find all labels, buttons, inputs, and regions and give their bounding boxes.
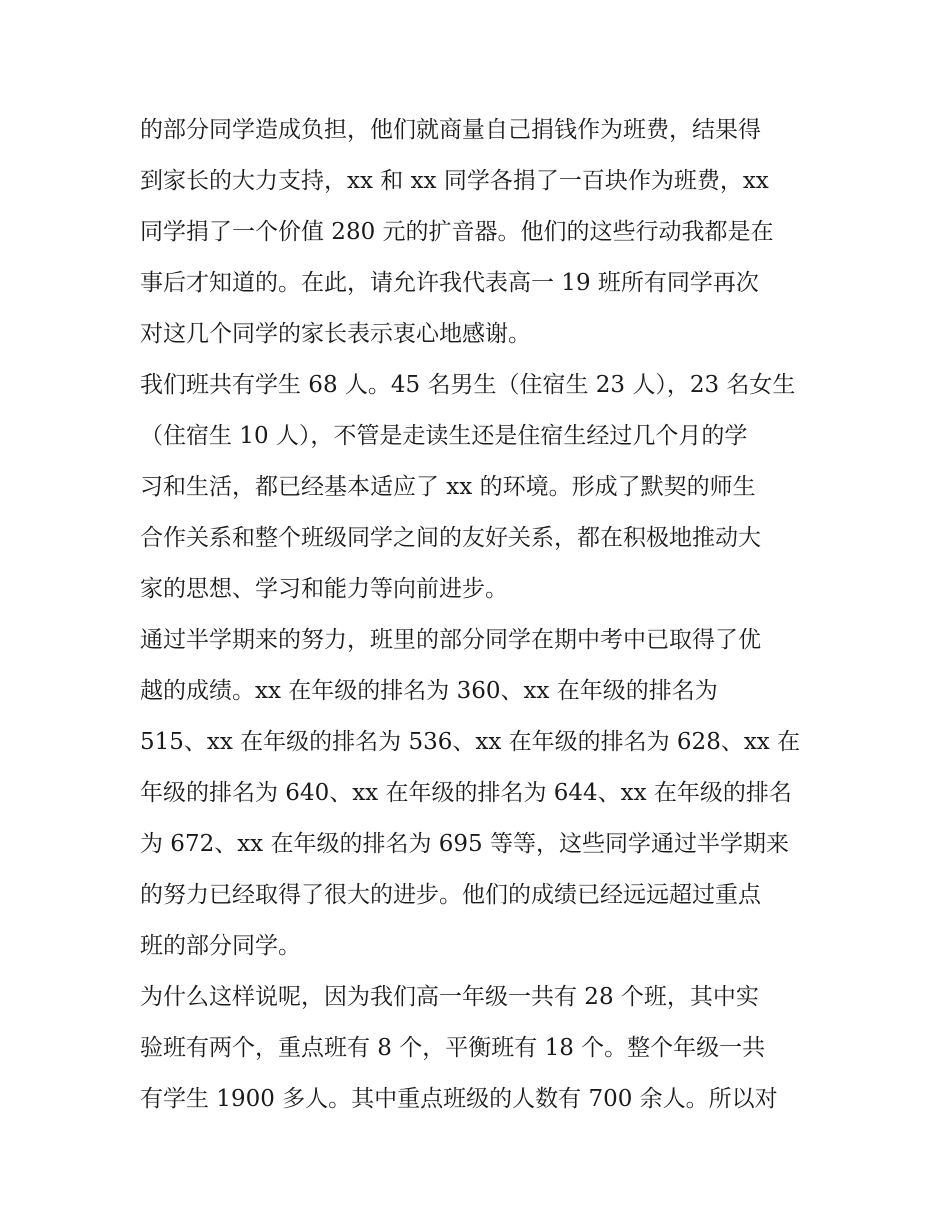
text-line: 同学捐了一个价值 280 元的扩音器。他们的这些行动我都是在 (140, 219, 774, 245)
text-line: 为什么这样说呢，因为我们高一年级一共有 28 个班，其中实 (140, 984, 759, 1010)
text-line: 有学生 1900 多人。其中重点班级的人数有 700 余人。所以对 (140, 1086, 778, 1112)
text-line: 的努力已经取得了很大的进步。他们的成绩已经远远超过重点 (140, 882, 761, 908)
text-line: 班的部分同学。 (140, 933, 301, 959)
text-line: 习和生活，都已经基本适应了 xx 的环境。形成了默契的师生 (140, 474, 756, 500)
text-line: 越的成绩。xx 在年级的排名为 360、xx 在年级的排名为 (140, 678, 718, 704)
text-line: 合作关系和整个班级同学之间的友好关系，都在积极地推动大 (140, 525, 761, 551)
text-line: 的部分同学造成负担，他们就商量自己捐钱作为班费，结果得 (140, 117, 761, 143)
text-line: 到家长的大力支持，xx 和 xx 同学各捐了一百块作为班费，xx (140, 168, 769, 194)
text-line: 对这几个同学的家长表示衷心地感谢。 (140, 321, 531, 347)
text-line: 通过半学期来的努力，班里的部分同学在期中考中已取得了优 (140, 627, 761, 653)
document-body (140, 105, 820, 1125)
text-line: 515、xx 在年级的排名为 536、xx 在年级的排名为 628、xx 在 (140, 729, 801, 755)
text-line: 我们班共有学生 68 人。45 名男生（住宿生 23 人），23 名女生 (140, 372, 796, 398)
text-line: 家的思想、学习和能力等向前进步。 (140, 576, 508, 602)
text-line: 验班有两个，重点班有 8 个，平衡班有 18 个。整个年级一共 (140, 1035, 766, 1061)
text-line: 年级的排名为 640、xx 在年级的排名为 644、xx 在年级的排名 (140, 780, 792, 806)
text-line: 事后才知道的。在此，请允许我代表高一 19 班所有同学再次 (140, 270, 759, 296)
text-line: 为 672、xx 在年级的排名为 695 等等，这些同学通过半学期来 (140, 831, 789, 857)
text-line: （住宿生 10 人），不管是走读生还是住宿生经过几个月的学 (140, 423, 748, 449)
